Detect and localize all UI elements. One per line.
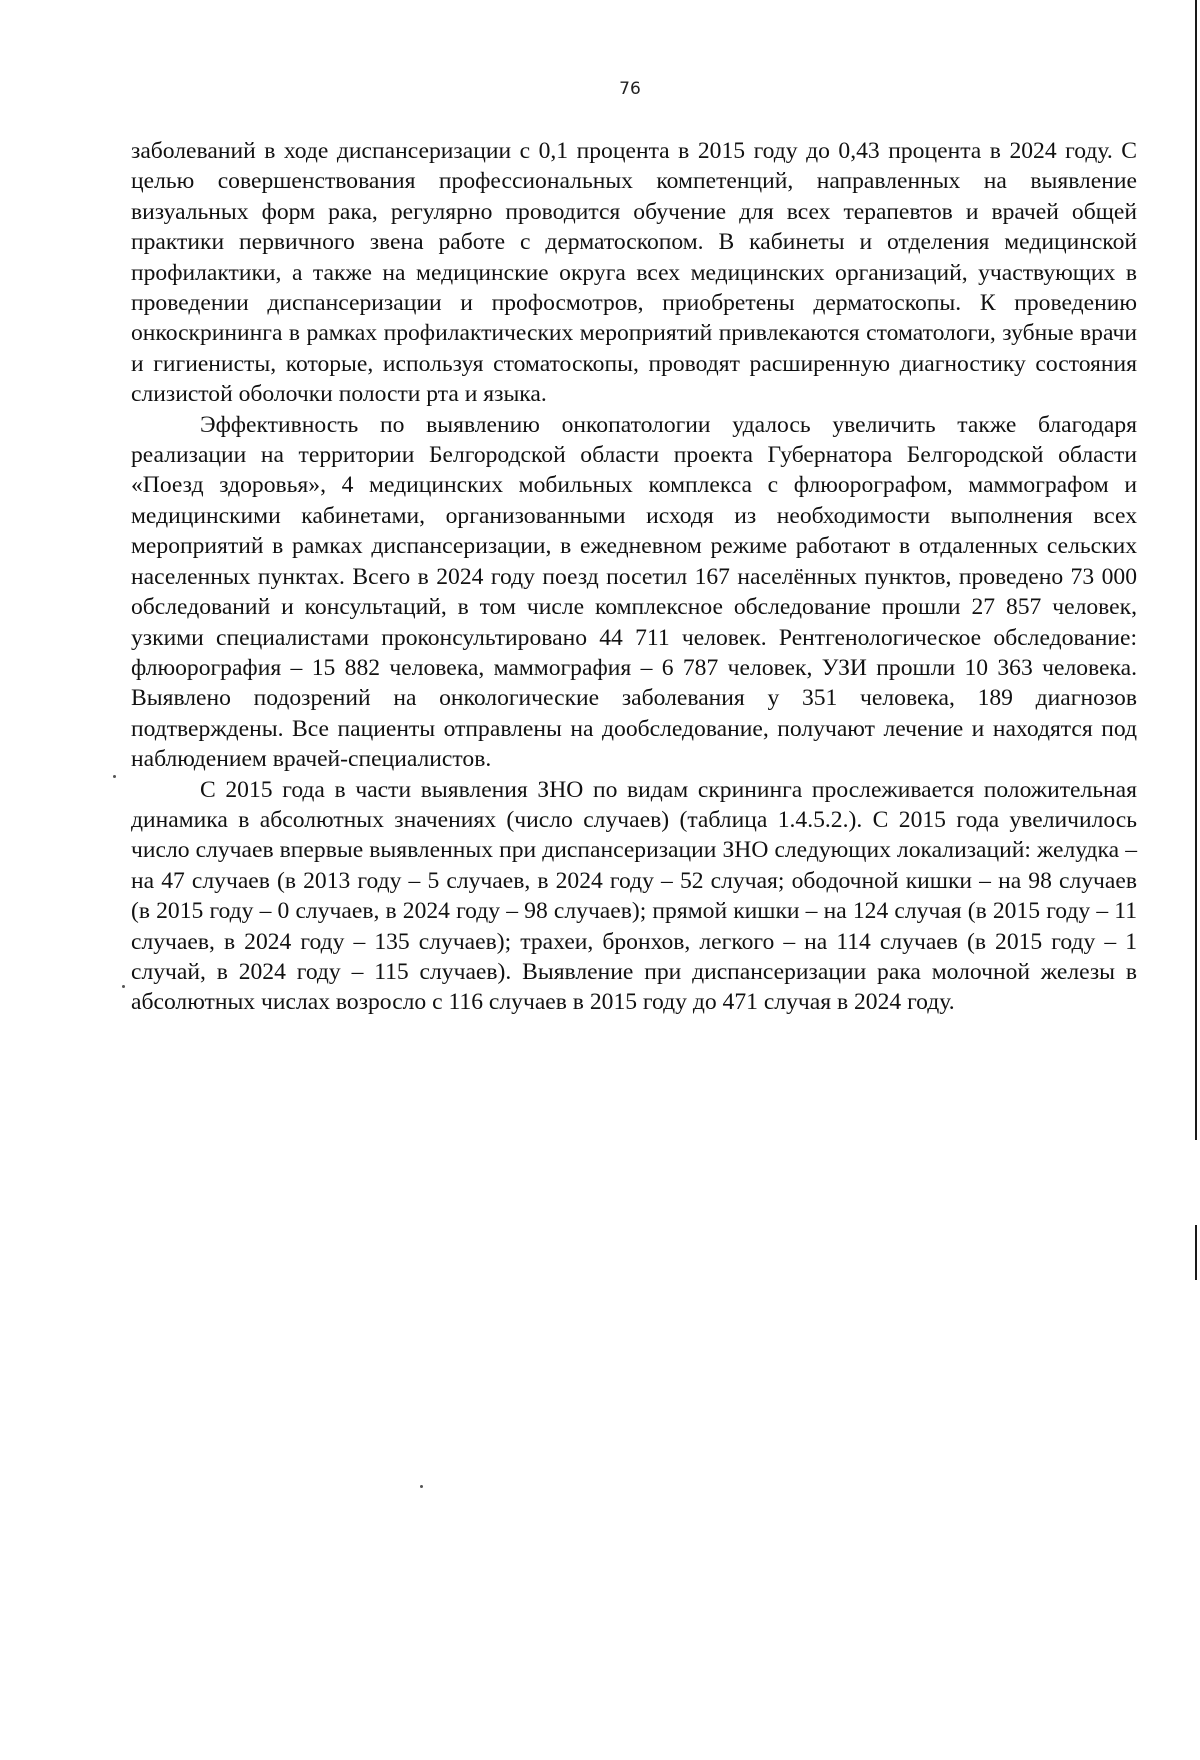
scan-edge-line-top xyxy=(1195,0,1197,1140)
paragraph-2: Эффективность по выявлению онкопатологии удалось увеличить также благодаря реализации на территории Белгородской области проекта Губернатора Белгородской области «Поезд здоровья», 4 медицинских мобильных комплекса с флюорографом, маммографом и медицинскими кабинетами, организованными исходя из необходимости выполнения всех мероприятий в рамках диспансеризации, в ежедневном режиме работают в отдаленных сельских населенных пунктах. Всего в 2024 году поезд посетил 167 населённых пунктов, проведено 73 000 обследований и консультаций, в том числе комплексное обследование прошли 27 857 человек, узкими специалистами проконсультировано 44 711 человек. Рентгенологическое обследование: флюорография – 15 882 человека, маммография – 6 787 человек, УЗИ прошли 10 363 человека. Выявлено подозрений на онкологические заболевания у 351 человека, 189 диагнозов подтверждены. Все пациенты отправлены на дообследование, получают лечение и находятся под наблюдением врачей-специалистов. xyxy=(131,411,1137,773)
body-text xyxy=(131,136,1137,1018)
page-number: 76 xyxy=(619,79,641,99)
paragraph-3: С 2015 года в части выявления ЗНО по видам скрининга прослеживается положительная динамика в абсолютных значениях (число случаев) (таблица 1.4.5.2.). С 2015 года увеличилось число случаев впервые выявленных при диспансеризации ЗНО следующих локализаций: желудка – на 47 случаев (в 2013 году – 5 случаев, в 2024 году – 52 случая; ободочной кишки – на 98 случаев (в 2015 году – 0 случаев, в 2024 году – 98 случаев); прямой кишки – на 124 случая (в 2015 году – 11 случаев, в 2024 году – 135 случаев); трахеи, бронхов, легкого – на 114 случаев (в 2015 году – 1 случай, в 2024 году – 115 случаев). Выявление при диспансеризации рака молочной железы в абсолютных числах возросло с 116 случаев в 2015 году до 471 случая в 2024 году. xyxy=(131,776,1137,1016)
scan-speck-3 xyxy=(420,1485,423,1488)
paragraph-1: заболеваний в ходе диспансеризации с 0,1 процента в 2015 году до 0,43 процента в 2024 году. С целью совершенствования профессиональных компетенций, направленных на выявление визуальных форм рака, регулярно проводится обучение для всех терапевтов и врачей общей практики первичного звена работе с дерматоскопом. В кабинеты и отделения медицинской профилактики, а также на медицинские округа всех медицинских организаций, участвующих в проведении диспансеризации и профосмотров, приобретены дерматоскопы. К проведению онкоскрининга в рамках профилактических мероприятий привлекаются стоматологи, зубные врачи и гигиенисты, которые, используя стоматоскопы, проводят расширенную диагностику состояния слизистой оболочки полости рта и языка. xyxy=(131,138,1137,408)
scan-speck-2 xyxy=(113,775,116,778)
scan-speck-1 xyxy=(122,985,125,988)
scan-edge-line-mid xyxy=(1195,1225,1197,1280)
